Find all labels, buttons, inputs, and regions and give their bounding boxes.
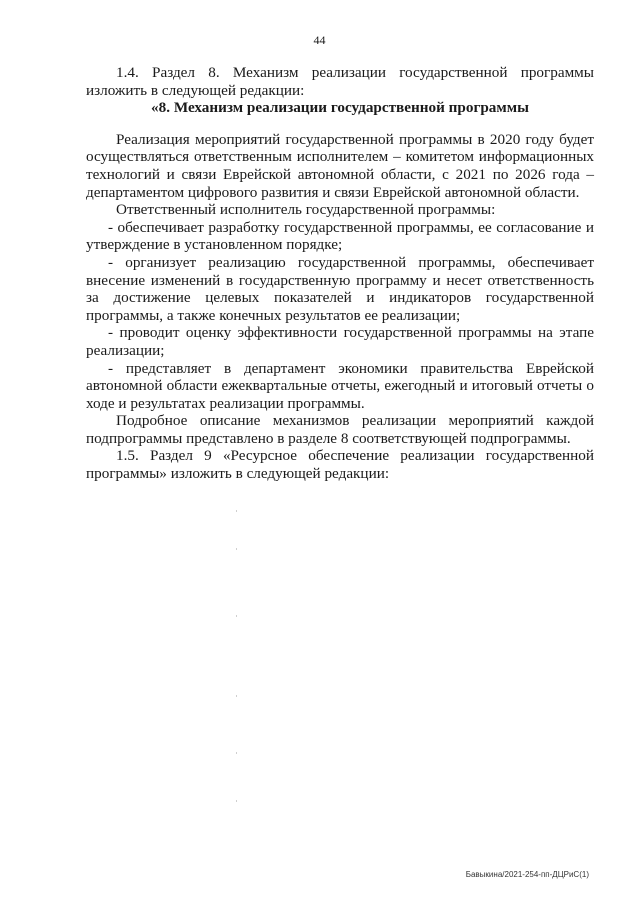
- document-body: [86, 64, 594, 483]
- paragraph-detailed-description: Подробное описание механизмов реализации мероприятий каждой подпрограммы представлено в разделе 8 соответствующей подпрограммы.: [86, 412, 594, 447]
- scan-speck: [236, 800, 237, 802]
- list-item-organization: - организует реализацию государственной программы, обеспечивает внесение изменений в государственную программу и несет ответственность за достижение целевых показателей и индикаторов государственной программы, а также конечных результатов ее реализации;: [86, 253, 594, 324]
- section-heading: «8. Механизм реализации государственной программы: [151, 99, 529, 117]
- scan-speck: [236, 752, 237, 754]
- blank-area: [0, 490, 639, 850]
- amendment-paragraph-1-4: 1.4. Раздел 8. Механизм реализации государственной программы изложить в следующей редакции:: [86, 64, 594, 99]
- paragraph-implementation: Реализация мероприятий государственной программы в 2020 году будет осуществляться ответственным исполнителем – комитетом информационных технологий и связи Еврейской автономной области, с 2021 по 2026 года – департаментом цифрового развития и связи Еврейской автономной области.: [86, 130, 594, 201]
- scan-speck: [236, 510, 237, 512]
- paragraph-responsible-executor: Ответственный исполнитель государственной программы:: [116, 201, 496, 219]
- footer-reference: Бавыкина/2021-254-пп-ДЦРиС(1): [465, 870, 589, 879]
- list-item-evaluation: - проводит оценку эффективности государственной программы на этапе реализации;: [86, 324, 594, 359]
- scan-speck: [236, 695, 237, 697]
- scan-speck: [236, 615, 237, 617]
- list-item-reporting: - представляет в департамент экономики правительства Еврейской автономной области ежеквартальные отчеты, ежегодный и итоговый отчеты о ходе и результатах реализации программы.: [86, 359, 594, 412]
- amendment-paragraph-1-5: 1.5. Раздел 9 «Ресурсное обеспечение реализации государственной программы» изложить в следующей редакции:: [86, 447, 594, 483]
- scan-speck: [236, 548, 237, 550]
- page-number: 44: [313, 33, 326, 47]
- list-item-development: - обеспечивает разработку государственной программы, ее согласование и утверждение в установленном порядке;: [86, 218, 594, 254]
